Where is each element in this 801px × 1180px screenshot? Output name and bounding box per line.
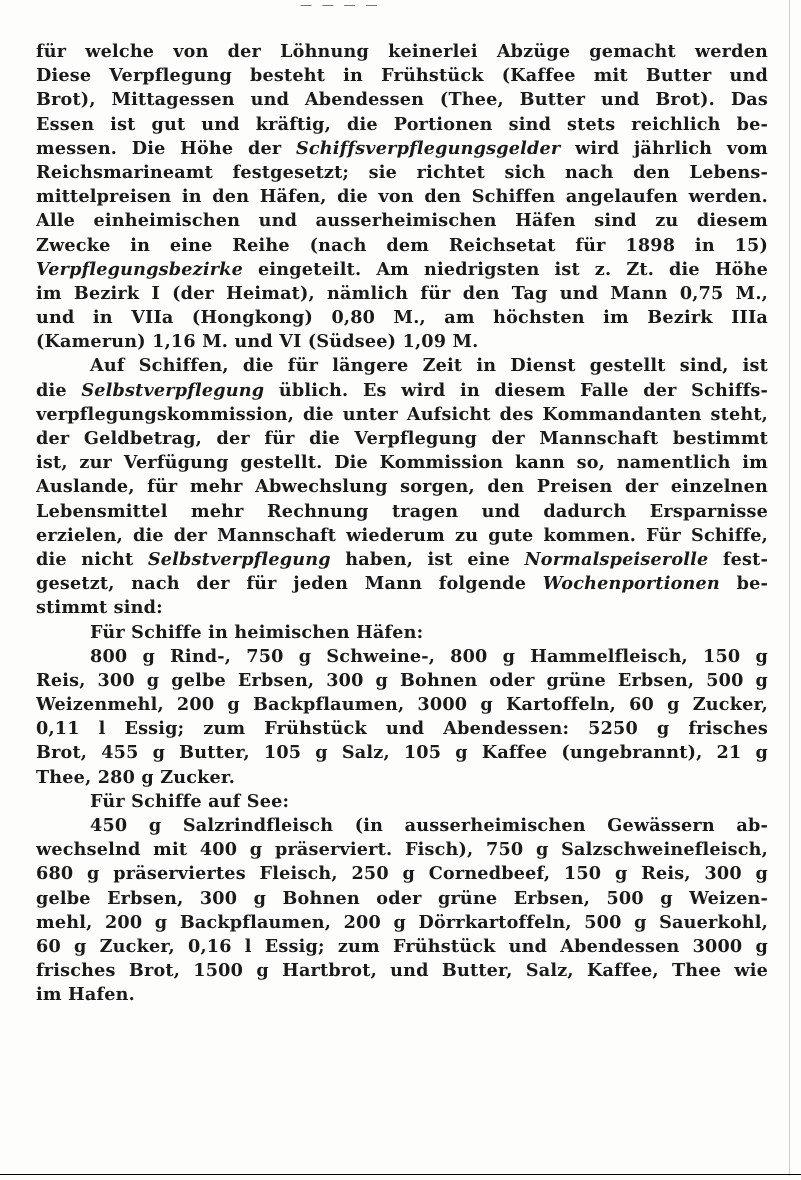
text-line: gesetzt, nach der für jeden Mann folgende Wochenportionen be- [36,573,768,595]
text-line: Weizenmehl, 200 g Backpflaumen, 3000 g Kartoffeln, 60 g Zucker, [36,694,768,716]
text-line: ist, zur Verfügung gestellt. Die Kommission kann so, namentlich im [36,452,768,474]
text-line: Essen ist gut und kräftig, die Portionen sind stets reichlich be- [36,113,768,135]
text-line: 0,11 l Essig; zum Frühstück und Abendessen: 5250 g frisches [36,718,768,740]
text-line: die Selbstverpflegung üblich. Es wird in diesem Falle der Schiffs- [36,379,768,401]
text-line: gelbe Erbsen, 300 g Bohnen oder grüne Erbsen, 500 g Weizen- [36,887,768,909]
text-line: 60 g Zucker, 0,16 l Essig; zum Frühstück und Abendessen 3000 g [36,935,768,957]
text-line: Für Schiffe in heimischen Häfen: [90,621,424,643]
text-line: Thee, 280 g Zucker. [36,766,236,788]
text-line: im Hafen. [36,984,135,1006]
text-line: Auslande, für mehr Abwechslung sorgen, den Preisen der einzelnen [36,476,768,498]
text-line: 800 g Rind-, 750 g Schweine-, 800 g Hammelfleisch, 150 g [90,645,768,667]
text-line: Diese Verpflegung besteht in Frühstück (Kaffee mit Butter und [36,65,768,87]
text-line: Lebensmittel mehr Rechnung tragen und dadurch Ersparnisse [36,500,768,522]
text-line: 450 g Salzrindfleisch (in ausserheimischen Gewässern ab- [90,815,768,836]
text-line: Alle einheimischen und ausserheimischen Häfen sind zu diesem [36,210,768,232]
text-line: der Geldbetrag, der für die Verpflegung der Mannschaft bestimmt [36,428,768,449]
text-line: stimmt sind: [36,597,163,619]
text-line: Brot), Mittagessen und Abendessen (Thee, Butter und Brot). Das [36,89,768,111]
text-line: (Kamerun) 1,16 M. und VI (Südsee) 1,09 M. [36,331,479,353]
text-line: frisches Brot, 1500 g Hartbrot, und Butter, Salz, Kaffee, Thee wie [36,960,768,982]
text-line: mehl, 200 g Backpflaumen, 200 g Dörrkartoffeln, 500 g Sauerkohl, [36,911,768,933]
text-line: Reis, 300 g gelbe Erbsen, 300 g Bohnen oder grüne Erbsen, 500 g [36,669,768,691]
page-edge [789,0,790,1176]
text-line: mittelpreisen in den Häfen, die von den Schiffen angelaufen werden. [36,186,768,208]
text-line: für welche von der Löhnung keinerlei Abzüge gemacht werden [36,41,768,62]
text-line: Reichsmarineamt festgesetzt; sie richtet sich nach den Lebens- [36,161,768,183]
text-line: wechselnd mit 400 g präserviert. Fisch), 750 g Salzschweinefleisch, [36,839,768,861]
text-line: und in VIIa (Hongkong) 0,80 M., am höchsten im Bezirk IIIa [36,307,768,329]
text-line: Für Schiffe auf See: [90,790,290,812]
text-line: Zwecke in eine Reihe (nach dem Reichsetat für 1898 in 15) [36,234,768,256]
running-header-fragment: — — — — [300,0,381,10]
text-line: die nicht Selbstverpflegung haben, ist eine Normalspeiserolle fest- [36,548,768,570]
text-line: im Bezirk I (der Heimat), nämlich für den Tag und Mann 0,75 M., [36,282,768,304]
bottom-rule [0,1174,801,1175]
body-text [36,40,768,1008]
text-line: messen. Die Höhe der Schiffsverpflegungsgelder wird jährlich vom [36,137,768,159]
text-line: verpflegungskommission, die unter Aufsicht des Kommandanten steht, [36,403,768,425]
text-line: Brot, 455 g Butter, 105 g Salz, 105 g Kaffee (ungebrannt), 21 g [36,742,768,764]
text-line: erzielen, die der Mannschaft wiederum zu gute kommen. Für Schiffe, [36,524,768,546]
text-line: Verpflegungsbezirke eingeteilt. Am niedrigsten ist z. Zt. die Höhe [36,258,768,280]
text-line: Auf Schiffen, die für längere Zeit in Dienst gestellt sind, ist [90,355,768,377]
text-line: 680 g präserviertes Fleisch, 250 g Cornedbeef, 150 g Reis, 300 g [36,863,768,885]
